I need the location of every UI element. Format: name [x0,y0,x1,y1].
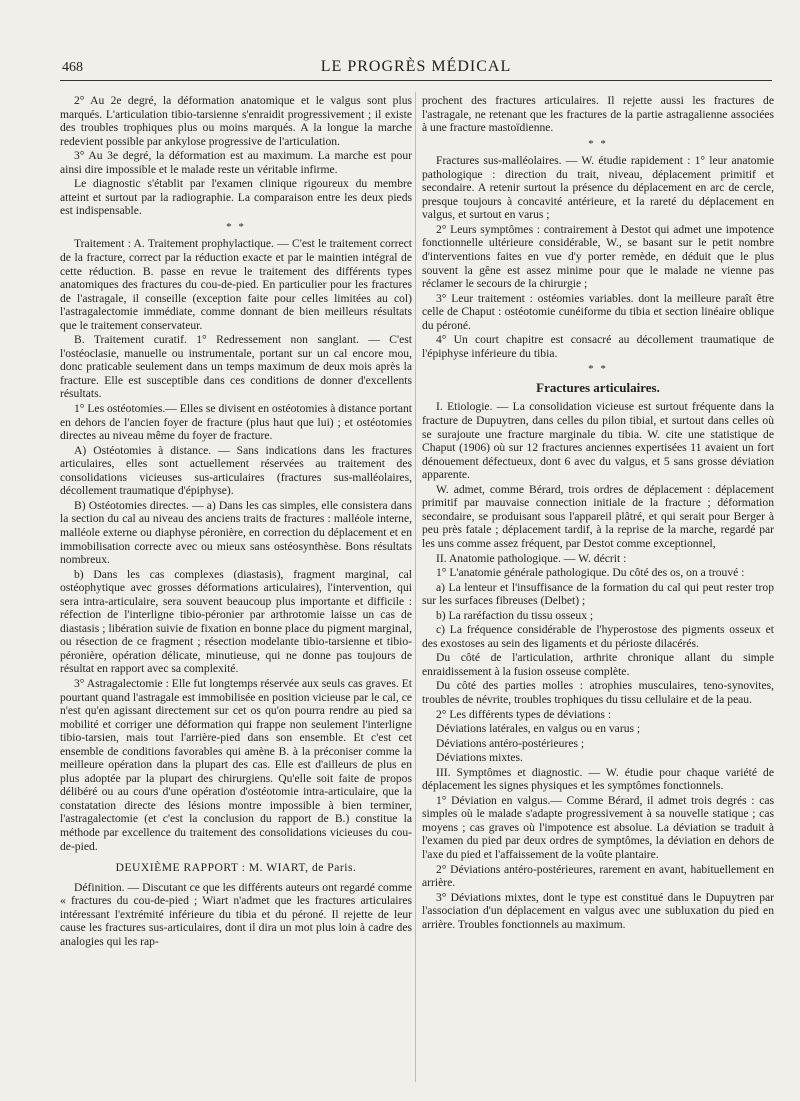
paragraph-deviation-types: 2° Les différents types de déviations : [436,707,612,721]
column-divider [415,92,416,1082]
paragraph-displacement-orders: W. admet, comme Bérard, trois ordres de déplacement : déplacement primitif par mauvaise connection initiale de la fracture ; déformation secondaire, se produisant sous l'appareil plâtré, et qui serait pour Berger à peu près fatale ; déplacement tardif, à la reprise de la marche, regardé par les uns comme assez fréquent, par Destot comme exceptionnel, [422,482,774,550]
paragraph-pathological-anatomy: II. Anatomie pathologique. — W. décrit : [436,551,627,565]
section-heading-articular-fractures: Fractures articulaires. [536,379,660,395]
header-rule [60,80,772,81]
paragraph-symptoms: 2° Leurs symptômes : contrairement à Destot qui admet une impotence fonctionnelle ultérieure considérable, W., se basant sur le petit nombre d'interventions faites en vue d'y porter remède, en déduit que le plus souvent la gêne est assez minime pour que le malade ne vienne pas réclamer le secours de la chirurgie ; [422,222,774,291]
list-item-antero-posterior: Déviations antéro-postérieures ; [436,736,585,750]
paragraph-astragalectomy: 3° Astragalectomie : Elle fut longtemps réservée aux seuls cas graves. Et pourtant quand l'astragale est immobilisée en position vicieuse par le cal, ce n'est qu'en agissant directement sur cet os qu'on pourra rendre au pied sa mobilité et corriger une déformation qui frappe non seulement l'interligne tibio-tarsien, mais tout l'arrière-pied dans son ensemble. Et c'est cet ensemble de conditions favorables qui amène B. à la préconiser comme la meilleure opération dans la plupart des cas. Elle est d'ailleurs de plus en plus adoptée par la plupart des chirurgiens. Qu'elle soit faite de propos délibéré ou au cours d'une opération d'ostéotomie intra-articulaire, que la constatation directe des lésions montre impossible à bien terminer, l'astragalectomie (et c'est la conclusion du rapport de B.) constitue la méthode par excellence du traitement des consolidations vicieuses du cou-de-pied. [60,676,412,853]
paragraph-osteotomies: 1° Les ostéotomies.— Elles se divisent en ostéotomies à distance portant en dehors de l'ancien foyer de fracture (plus haut que lui) ; et ostéotomies directes au niveau même du foyer de fracture. [60,402,412,443]
right-column [422,94,774,1084]
paragraph-osteotomies-distance: A) Ostéotomies à distance. — Sans indications dans les fractures articulaires, elles sont actuellement réservées au traitement des consolidations vicieuses sus-articulaires (fractures sus-malléolaires, décollement traumatique d'épiphyse). [60,443,412,498]
paragraph-complex-cases: b) Dans les cas complexes (diastasis), fragment marginal, cal ostéophytique avec grosses déformations articulaires), l'intervention, qui sera intra-articulaire, sera souvent beaucoup plus importante et difficile : réfection de l'interligne tibio-péronier par arthrotomie laisse un cas de diastasis ; libération suivie de fixation en bonne place du pigment marginal, ou résection de ce fragment ; résection modelante tibio-tarsienne et tibio-péronière, opération délicate, minutieuse, qui ne donne pas toujours de résultat en rapport avec sa complexité. [60,567,412,676]
list-item-a: a) La lenteur et l'insuffisance de la formation du cal qui peut rester trop sur les surfaces fibreuses (Delbet) ; [422,580,774,608]
second-report-heading: DEUXIÈME RAPPORT : M. WIART, de Paris. [115,861,357,875]
page-number: 468 [62,60,83,75]
paragraph-treatment-prophylactic: Traitement : A. Traitement prophylactique. — C'est le traitement correct de la fracture, correct par la réduction exacte et par le maintien intégral de cette réduction. B. passe en revue le traitement des différents types anatomiques des fractures du cou-de-pied. En particulier pour les fractures de l'astragale, il conseille (exception faite pour celles limitées au col) l'astragalectomie immédiate, comme donnant de bien meilleurs résultats que le traitement conservateur. [60,237,412,332]
list-item-b: b) La raréfaction du tissu osseux ; [436,608,594,622]
paragraph-diagnostic: Le diagnostic s'établit par l'examen clinique rigoureux du membre atteint et surtout par la radiographie. La comparaison entre les deux pieds est indispensable. [60,177,412,218]
left-column [60,94,412,1084]
paragraph-osteotomies-direct: B) Ostéotomies directes. — a) Dans les cas simples, elle consistera dans la section du cal au niveau des anciens traits de fractures : malléole interne, malléole externe ou diaphyse péronière, en correction du déplacement et en immobilisation correcte avec ou mieux sans ostéosynthèse. Bons résultats nombreux. [60,498,412,567]
paragraph-treatment-curative: B. Traitement curatif. 1° Redressement non sanglant. — C'est l'ostéoclasie, manuelle ou instrumentale, portant sur un cal encore mou, donc praticable seulement dans un temps maximum de deux mois après la fracture. Elle est susceptible dans ces conditions de donner d'excellents résultats. [60,333,412,401]
paragraph-valgus: 1° Déviation en valgus.— Comme Bérard, il admet trois degrés : cas simples où le malade s'adapte progressivement à sa nouvelle statique ; cas moyens ; cas graves où l'impotence est absolue. La déviation se traduit à l'examen du pied par deux ordres de symptômes, la déviation en dehors de l'axe du pied et l'affaissement de la voûte plantaire. [422,793,774,861]
paragraph-degree-2: 2° Au 2e degré, la déformation anatomique et le valgus sont plus marqués. L'articulation tibio-tarsienne s'enraidit progressivement ; il existe des troubles trophiques plus ou moins marqués. A la longue la marche redevient possible par ankylose progressive de l'articulation. [60,94,412,148]
list-item-lateral: Déviations latérales, en valgus ou en varus ; [436,722,641,736]
page-header [62,58,770,80]
paragraph-epiphysis: 4° Un court chapitre est consacré au décollement traumatique de l'épiphyse inférieure du tibia. [422,333,774,360]
list-item-c: c) La fréquence considérable de l'hyperostose des pigments osseux et des exostoses au sein des ligaments et du périoste dilacérés. [422,623,774,650]
paragraph-treatment: 3° Leur traitement : ostéomies variables. dont la meilleure paraît être celle de Chaput : ostéotomie cunéiforme du tibia et section linéaire oblique du péroné. [422,291,774,332]
list-item-mixed: Déviations mixtes. [436,751,523,765]
paragraph-definition: Définition. — Discutant ce que les différents auteurs ont regardé comme « fractures du cou-de-pied ; Wiart n'admet que les fractures articulaires intéressant l'extrémité inférieure du tibia et du péroné. Il rejette de leur cause les fractures sus-articulaires, dont il dira un mot plus loin à cadre des analogies qui les rap- [60,880,412,948]
section-separator: * * [588,137,608,150]
paragraph-mixed: 3° Déviations mixtes, dont le type est constitué dans le Dupuytren par l'association d'un déplacement en valgus avec une subluxation du pied en arrière. Troubles fonctionnels au maximum. [422,890,774,931]
paragraph-etiology: I. Etiologie. — La consolidation vicieuse est surtout fréquente dans la fracture de Dupuytren, dans celles du pilon tibial, et surtout dans celles où se surajoute une fracture marginale du tibia. W. cite une statistique de Chaput (1906) où sur 12 fractures anciennes expertisées 11 avaient un fort dénouement défectueux, dont 6 avec du valgus, et 5 sans grosse déviation apparente. [422,400,774,482]
paragraph-supramalleolar: Fractures sus-malléolaires. — W. étudie rapidement : 1° leur anatomie pathologique : direction du trait, niveau, déplacement primitif et secondaire. A retenir surtout la présence du déplacement en arc de cercle, presque toujours à concavité antérieure, et la rareté du déplacement en valgus, et surtout en varus ; [422,154,774,222]
paragraph-articulation: Du côté de l'articulation, arthrite chronique allant du simple enraidissement à la fusion osseuse complète. [422,651,774,678]
paragraph-continuation: prochent des fractures articulaires. Il rejette aussi les fractures de l'astragale, ne retenant que les fractures de la partie astragalienne associées à une fracture mastoïdienne. [422,94,774,135]
paragraph-soft-parts: Du côté des parties molles : atrophies musculaires, teno-synovites, troubles de névrite, troubles trophiques du tissu cellulaire et de la peau. [422,679,774,706]
section-separator: * * [588,363,608,376]
paragraph-symptoms-diagnosis: III. Symptômes et diagnostic. — W. étudie pour chaque variété de déplacement les signes physiques et les symptômes fonctionnels. [422,765,774,793]
paragraph-general-anatomy: 1° L'anatomie générale pathologique. Du côté des os, on a trouvé : [436,566,745,580]
paragraph-degree-3: 3° Au 3e degré, la déformation est au maximum. La marche est pour ainsi dire impossible et le malade reste un véritable infirme. [60,149,412,176]
paragraph-antero-posterior: 2° Déviations antéro-postérieures, rarement en avant, habituellement en arrière. [422,862,774,890]
section-separator: * * [226,220,246,233]
journal-title: LE PROGRÈS MÉDICAL [320,58,512,75]
